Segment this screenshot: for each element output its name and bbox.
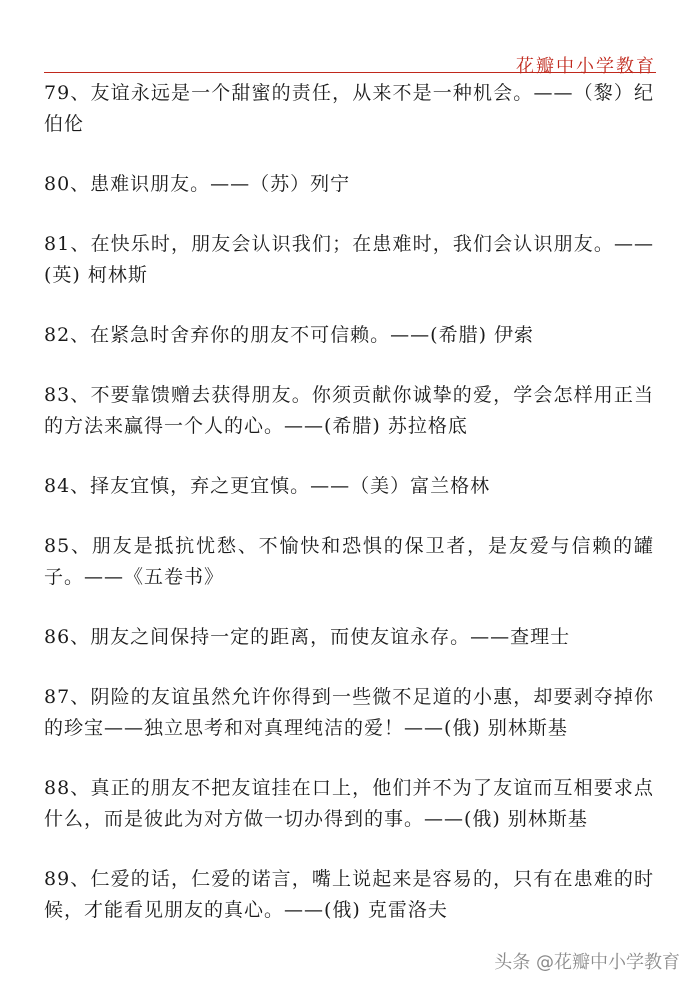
quote-list [44,78,654,955]
quote-80: 80、患难识朋友。——（苏）列宁 [44,173,351,195]
watermark-text: 头条 @花瓣中小学教育 [494,952,680,973]
header-brand: 花瓣中小学教育 [516,56,656,77]
quote-84: 84、择友宜慎，弃之更宜慎。——（美）富兰格林 [44,475,491,497]
quote-81: 81、在快乐时，朋友会认识我们；在患难时，我们会认识朋友。——(英) 柯林斯 [44,233,654,286]
quote-87: 87、阴险的友谊虽然允许你得到一些微不足道的小惠，却要剥夺掉你的珍宝——独立思考和对真理纯洁的爱！——(俄) 别林斯基 [44,686,654,739]
quote-88: 88、真正的朋友不把友谊挂在口上，他们并不为了友谊而互相要求点什么，而是彼此为对方做一切办得到的事。——(俄) 别林斯基 [44,777,654,830]
quote-83: 83、不要靠馈赠去获得朋友。你须贡献你诚挚的爱，学会怎样用正当的方法来赢得一个人的心。——(希腊) 苏拉格底 [44,384,654,437]
quote-86: 86、朋友之间保持一定的距离，而使友谊永存。——查理士 [44,626,571,648]
quote-89: 89、仁爱的话，仁爱的诺言，嘴上说起来是容易的，只有在患难的时候，才能看见朋友的真心。——(俄) 克雷洛夫 [44,868,654,921]
quote-85: 85、朋友是抵抗忧愁、不愉快和恐惧的保卫者，是友爱与信赖的罐子。——《五卷书》 [44,535,654,588]
quote-82: 82、在紧急时舍弃你的朋友不可信赖。——(希腊) 伊索 [44,324,535,346]
header-divider [44,72,656,73]
quote-79: 79、友谊永远是一个甜蜜的责任，从来不是一种机会。——（黎）纪伯伦 [44,82,654,135]
